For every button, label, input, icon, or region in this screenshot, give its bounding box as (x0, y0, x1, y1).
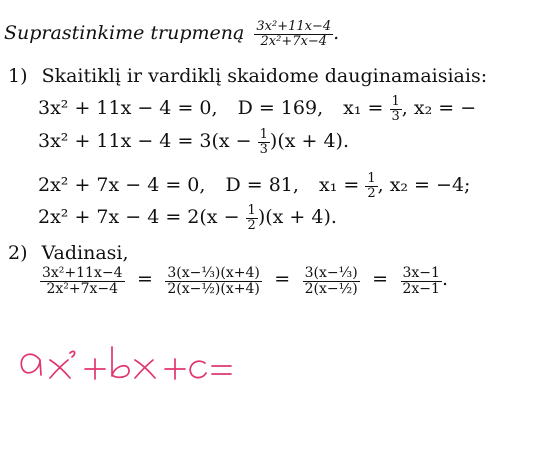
chain-fraction-result (401, 266, 442, 296)
chain-equals-2: = (274, 268, 291, 291)
numerator-factor-den: 3 (259, 141, 268, 157)
step2-title-row (8, 242, 129, 264)
chain-equals-3: = (372, 268, 389, 291)
denominator-equation: 2x² + 7x − 4 = 0, (38, 174, 206, 197)
heading-tail: . (333, 22, 340, 45)
denominator-factor-den: 2 (247, 217, 256, 233)
denominator-discriminant: D = 81, (225, 174, 299, 197)
denominator-factor-row (38, 204, 337, 232)
heading-fraction (254, 20, 333, 48)
step2-number: 2) (8, 242, 28, 264)
denominator-factor-fraction (246, 204, 258, 232)
step1-number: 1) (8, 65, 28, 87)
chain-f3-den: 2(x−½) (304, 280, 358, 297)
denominator-factor-right: )(x + 4). (257, 206, 337, 229)
numerator-x1-fraction (390, 95, 402, 123)
heading-text: Suprastinkime trupmeną (4, 22, 245, 45)
step1-title-row (8, 65, 487, 87)
fraction-chain (40, 266, 448, 296)
numerator-x1-den: 3 (391, 108, 400, 124)
numerator-x1-num: 1 (391, 94, 400, 109)
numerator-factor-num: 1 (259, 127, 268, 142)
chain-f4-den: 2x−1 (402, 280, 440, 297)
chain-fraction-original (40, 266, 125, 296)
chain-fraction-cancelled (303, 266, 360, 296)
chain-f1-num: 3x²+11x−4 (42, 265, 123, 281)
step1-title: Skaitiklį ir vardiklį skaidome dauginamaisiais: (41, 65, 488, 87)
numerator-x2: , x₂ = − (401, 97, 477, 120)
denominator-factor-left: 2x² + 7x − 4 = 2(x − (38, 206, 246, 229)
problem-heading (4, 20, 339, 48)
heading-fraction-denominator: 2x²+7x−4 (260, 33, 328, 49)
chain-fraction-factored (165, 266, 261, 296)
numerator-discriminant: D = 169, (237, 97, 324, 120)
heading-fraction-numerator: 3x²+11x−4 (256, 19, 332, 34)
numerator-factor-row (38, 128, 349, 156)
denominator-factor-num: 1 (247, 203, 256, 218)
chain-f1-den: 2x²+7x−4 (46, 280, 119, 297)
step2-title: Vadinasi, (41, 242, 129, 264)
numerator-equation: 3x² + 11x − 4 = 0, (38, 97, 218, 120)
denominator-roots-row (38, 172, 470, 200)
denominator-x2: , x₂ = −4; (377, 174, 471, 197)
chain-f2-num: 3(x−⅓)(x+4) (167, 265, 260, 281)
numerator-factor-left: 3x² + 11x − 4 = 3(x − (38, 130, 258, 153)
handwritten-note-svg (10, 335, 240, 385)
chain-equals-1: = (136, 268, 153, 291)
chain-end: . (441, 268, 448, 291)
chain-f3-num: 3(x−⅓) (304, 265, 358, 281)
numerator-roots-row (38, 95, 476, 123)
denominator-x1-num: 1 (367, 171, 376, 186)
denominator-x1-den: 2 (367, 185, 376, 201)
numerator-factor-right: )(x + 4). (269, 130, 349, 153)
denominator-x1-fraction (365, 172, 377, 200)
denominator-x1-label: x₁ = (318, 174, 366, 197)
chain-f2-den: 2(x−½)(x+4) (167, 280, 260, 297)
numerator-x1-label: x₁ = (343, 97, 390, 120)
chain-f4-num: 3x−1 (402, 265, 440, 281)
handwritten-note (10, 335, 240, 389)
numerator-factor-fraction (258, 128, 270, 156)
